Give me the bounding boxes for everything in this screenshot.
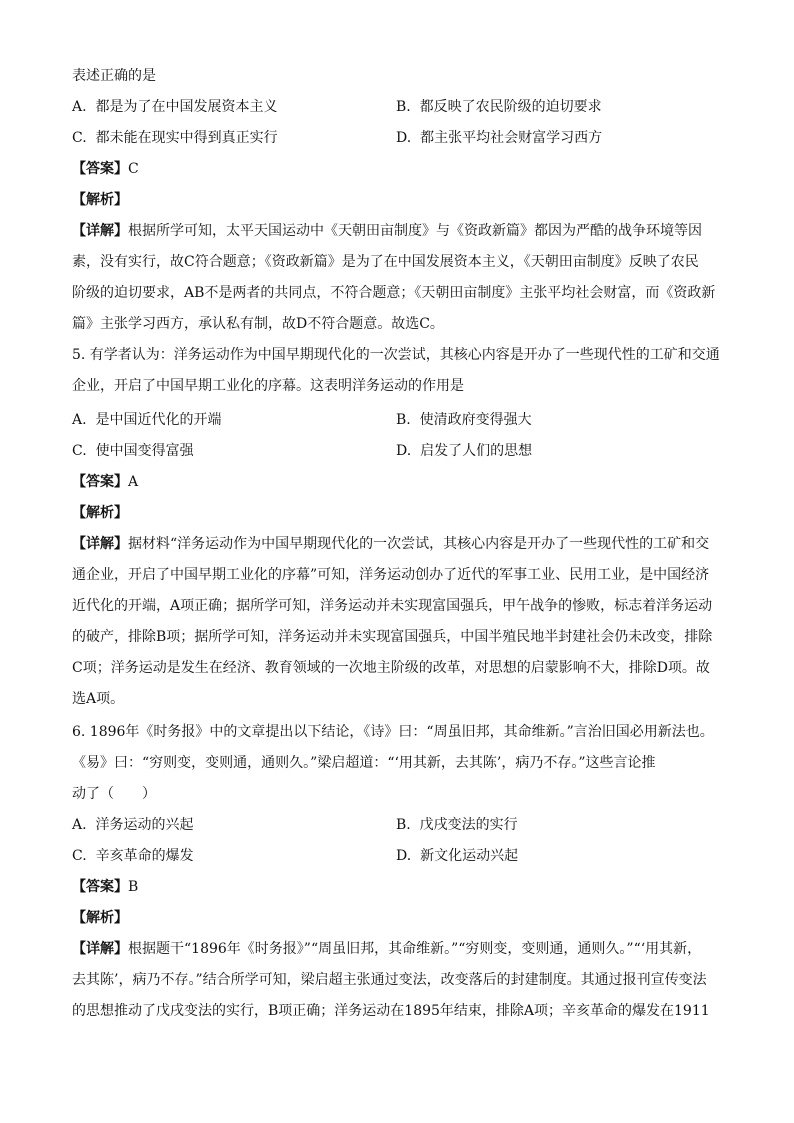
q6-option-b: B. 戊戌变法的实行 <box>396 817 518 833</box>
q5-answer: 【答案】A <box>72 474 139 490</box>
q4-option-a: A. 都是为了在中国发展资本主义 <box>72 99 278 115</box>
q5-analysis-tag: 【解析】 <box>72 505 128 521</box>
q5-option-c: C. 使中国变得富强 <box>72 443 194 459</box>
q6-option-c: C. 辛亥革命的爆发 <box>72 848 194 864</box>
q5-option-a: A. 是中国近代化的开端 <box>72 412 222 428</box>
q5-option-b: B. 使清政府变得强大 <box>396 412 532 428</box>
q6-option-d: D. 新文化运动兴起 <box>396 848 519 864</box>
q6-analysis-tag: 【解析】 <box>72 910 128 926</box>
q4-analysis-tag: 【解析】 <box>72 192 128 208</box>
q6-stem: 6. 1896年《时务报》中的文章提出以下结论，《诗》曰：“周虽旧邦，其命维新。”言治旧国必用新法也。 《易》曰：“穷则变，变则通，通则久。”梁启超道：“‘用其新，去其陈’，病乃不存。”这些言论推 动了（ ） <box>72 724 714 802</box>
q4-option-b: B. 都反映了农民阶级的迫切要求 <box>396 99 602 115</box>
q5-option-d: D. 启发了人们的思想 <box>396 443 533 459</box>
q4-detail: 【详解】根据所学可知，太平天国运动中《天朝田亩制度》与《资政新篇》都因为严酷的战争环境等因 素，没有实行，故C符合题意；《资政新篇》是为了在中国发展资本主义，《天朝田亩制度》反映了农民 阶级的迫切要求，AB不是两者的共同点，不符合题意；《天朝田亩制度》主张平均社会财富，而《资政新 篇》主张学习西方，承认私有制，故D不符合题意。故选C。 <box>72 223 716 332</box>
q5-stem: 5. 有学者认为：洋务运动作为中国早期现代化的一次尝试，其核心内容是开办了一些现代性的工矿和交通 企业，开启了中国早期工业化的序幕。这表明洋务运动的作用是 <box>72 347 720 394</box>
q6-answer: 【答案】B <box>72 879 139 895</box>
q6-option-a: A. 洋务运动的兴起 <box>72 817 194 833</box>
q5-detail: 【详解】据材料“洋务运动作为中国早期现代化的一次尝试，其核心内容是开办了一些现代性的工矿和交 通企业，开启了中国早期工业化的序幕”可知，洋务运动创办了近代的军事工业、民用工业，是中国经济 近代化的开端，A项正确；据所学可知，洋务运动并未实现富国强兵，甲午战争的惨败，标志着洋务运动 的破产，排除B项；据所学可知，洋务运动并未实现富国强兵，中国半殖民地半封建社会仍未改变，排除 C项；洋务运动是发生在经济、教育领域的一次地主阶级的改革，对思想的启蒙影响不大，排除D项。故 选A项。 <box>72 536 713 707</box>
q4-answer: 【答案】C <box>72 161 139 177</box>
q6-detail: 【详解】根据题干“1896年《时务报》”“周虽旧邦，其命维新。”“穷则变，变则通，通则久。”“‘用其新， 去其陈’，病乃不存。”结合所学可知，梁启超主张通过变法，改变落后的封建制度。其通过报刊宣传变法 的思想推动了戊戌变法的实行，B项正确；洋务运动在1895年结束，排除A项；辛亥革命的爆发在1911 <box>72 941 710 1019</box>
q4-stem-tail: 表述正确的是 <box>72 68 156 84</box>
q4-option-c: C. 都未能在现实中得到真正实行 <box>72 130 278 146</box>
q4-option-d: D. 都主张平均社会财富学习西方 <box>396 130 603 146</box>
